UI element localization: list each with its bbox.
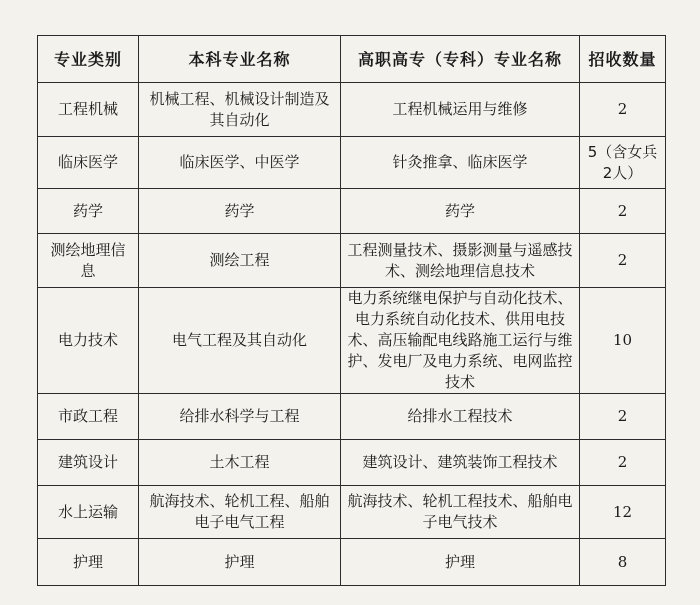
cell-count: 2: [580, 234, 666, 288]
cell-vocational: 工程测量技术、摄影测量与遥感技术、测绘地理信息技术: [341, 234, 580, 288]
cell-category: 测绘地理信息: [38, 234, 139, 288]
cell-category: 护理: [38, 539, 139, 586]
cell-category: 电力技术: [38, 288, 139, 394]
table-row: [38, 394, 666, 440]
cell-bachelor: 航海技术、轮机工程、船舶电子电气工程: [139, 486, 341, 539]
cell-category: 工程机械: [38, 83, 139, 137]
cell-count: 2: [580, 189, 666, 234]
table-row: [38, 440, 666, 486]
cell-count: 2: [580, 394, 666, 440]
table-row: [38, 137, 666, 189]
enrollment-table: [37, 35, 666, 586]
cell-bachelor: 测绘工程: [139, 234, 341, 288]
table-header-row: [38, 36, 666, 83]
cell-bachelor: 临床医学、中医学: [139, 137, 341, 189]
cell-vocational: 航海技术、轮机工程技术、船舶电子电气技术: [341, 486, 580, 539]
cell-category: 药学: [38, 189, 139, 234]
cell-bachelor: 电气工程及其自动化: [139, 288, 341, 394]
table-row: [38, 486, 666, 539]
cell-vocational: 针灸推拿、临床医学: [341, 137, 580, 189]
cell-bachelor: 给排水科学与工程: [139, 394, 341, 440]
table-row: [38, 539, 666, 586]
cell-category: 水上运输: [38, 486, 139, 539]
table-row: [38, 288, 666, 394]
cell-count: 12: [580, 486, 666, 539]
cell-bachelor: 药学: [139, 189, 341, 234]
table-row: [38, 189, 666, 234]
cell-count: 10: [580, 288, 666, 394]
cell-vocational: 工程机械运用与维修: [341, 83, 580, 137]
cell-category: 临床医学: [38, 137, 139, 189]
cell-category: 市政工程: [38, 394, 139, 440]
cell-vocational: 护理: [341, 539, 580, 586]
cell-vocational: 药学: [341, 189, 580, 234]
cell-vocational: 给排水工程技术: [341, 394, 580, 440]
cell-count: 5（含女兵2人）: [580, 137, 666, 189]
header-category: 专业类别: [38, 36, 139, 83]
header-vocational-major: 高职高专（专科）专业名称: [341, 36, 580, 83]
table-row: [38, 234, 666, 288]
table-row: [38, 83, 666, 137]
cell-count: 2: [580, 83, 666, 137]
header-enrollment-count: 招收数量: [580, 36, 666, 83]
cell-bachelor: 土木工程: [139, 440, 341, 486]
cell-vocational: 建筑设计、建筑装饰工程技术: [341, 440, 580, 486]
header-bachelor-major: 本科专业名称: [139, 36, 341, 83]
cell-bachelor: 机械工程、机械设计制造及其自动化: [139, 83, 341, 137]
cell-category: 建筑设计: [38, 440, 139, 486]
cell-vocational: 电力系统继电保护与自动化技术、电力系统自动化技术、供用电技术、高压输配电线路施工运行与维护、发电厂及电力系统、电网监控技术: [341, 288, 580, 394]
cell-count: 2: [580, 440, 666, 486]
cell-count: 8: [580, 539, 666, 586]
cell-bachelor: 护理: [139, 539, 341, 586]
